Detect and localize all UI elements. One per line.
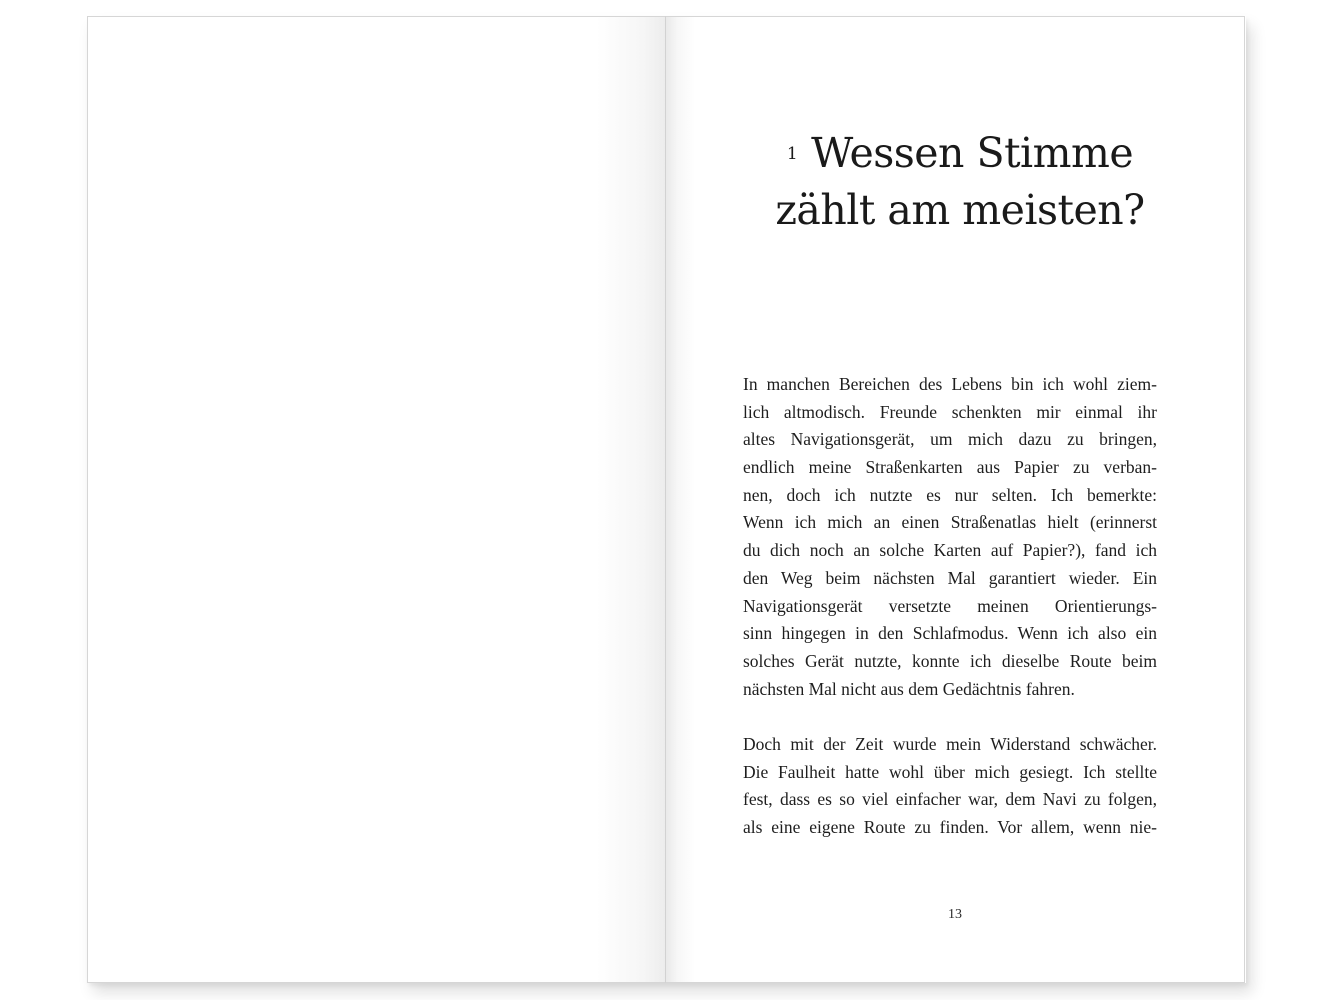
text-line: endlich meine Straßenkarten aus Papier zu verban- xyxy=(743,457,1157,478)
text-line: Wenn ich mich an einen Straßenatlas hielt (erinnerst xyxy=(743,512,1157,533)
right-page xyxy=(666,16,1245,983)
text-line: Doch mit der Zeit wurde mein Widerstand schwächer. xyxy=(743,734,1157,754)
text-line: du dich noch an solche Karten auf Papier?), fand ich xyxy=(743,540,1157,561)
text-line: den Weg beim nächsten Mal garantiert wieder. Ein xyxy=(743,567,1157,588)
chapter-heading xyxy=(760,125,1160,238)
paragraph-2 xyxy=(743,731,1157,842)
chapter-number: 1 xyxy=(786,144,798,164)
left-page-blank xyxy=(87,16,666,983)
text-line: solches Gerät nutzte, konnte ich dieselbe Route beim xyxy=(743,650,1157,671)
chapter-title-line-2: zählt am meisten? xyxy=(775,186,1145,234)
text-line: lich altmodisch. Freunde schenkten mir einmal ihr xyxy=(743,401,1157,422)
text-line: Die Faulheit hatte wohl über mich gesiegt. Ich stellte xyxy=(743,761,1157,782)
chapter-title-line-1: Wessen Stimme xyxy=(811,129,1134,177)
book-spread xyxy=(87,16,1246,983)
text-line: nächsten Mal nicht aus dem Gedächtnis fahren. xyxy=(743,678,1075,699)
text-line: als eine eigene Route zu finden. Vor allem, wenn nie- xyxy=(743,817,1157,838)
text-line: sinn hingegen in den Schlafmodus. Wenn ich also ein xyxy=(743,623,1157,644)
text-line: nen, doch ich nutzte es nur selten. Ich bemerkte: xyxy=(743,484,1157,505)
text-line: altes Navigationsgerät, um mich dazu zu bringen, xyxy=(743,429,1157,450)
text-line: In manchen Bereichen des Lebens bin ich wohl ziem- xyxy=(743,374,1157,394)
text-line: fest, dass es so viel einfacher war, dem Navi zu folgen, xyxy=(743,789,1157,810)
text-line: Navigationsgerät versetzte meinen Orientierungs- xyxy=(743,595,1157,616)
paragraph-1 xyxy=(743,371,1157,703)
page-number: 13 xyxy=(948,907,962,922)
